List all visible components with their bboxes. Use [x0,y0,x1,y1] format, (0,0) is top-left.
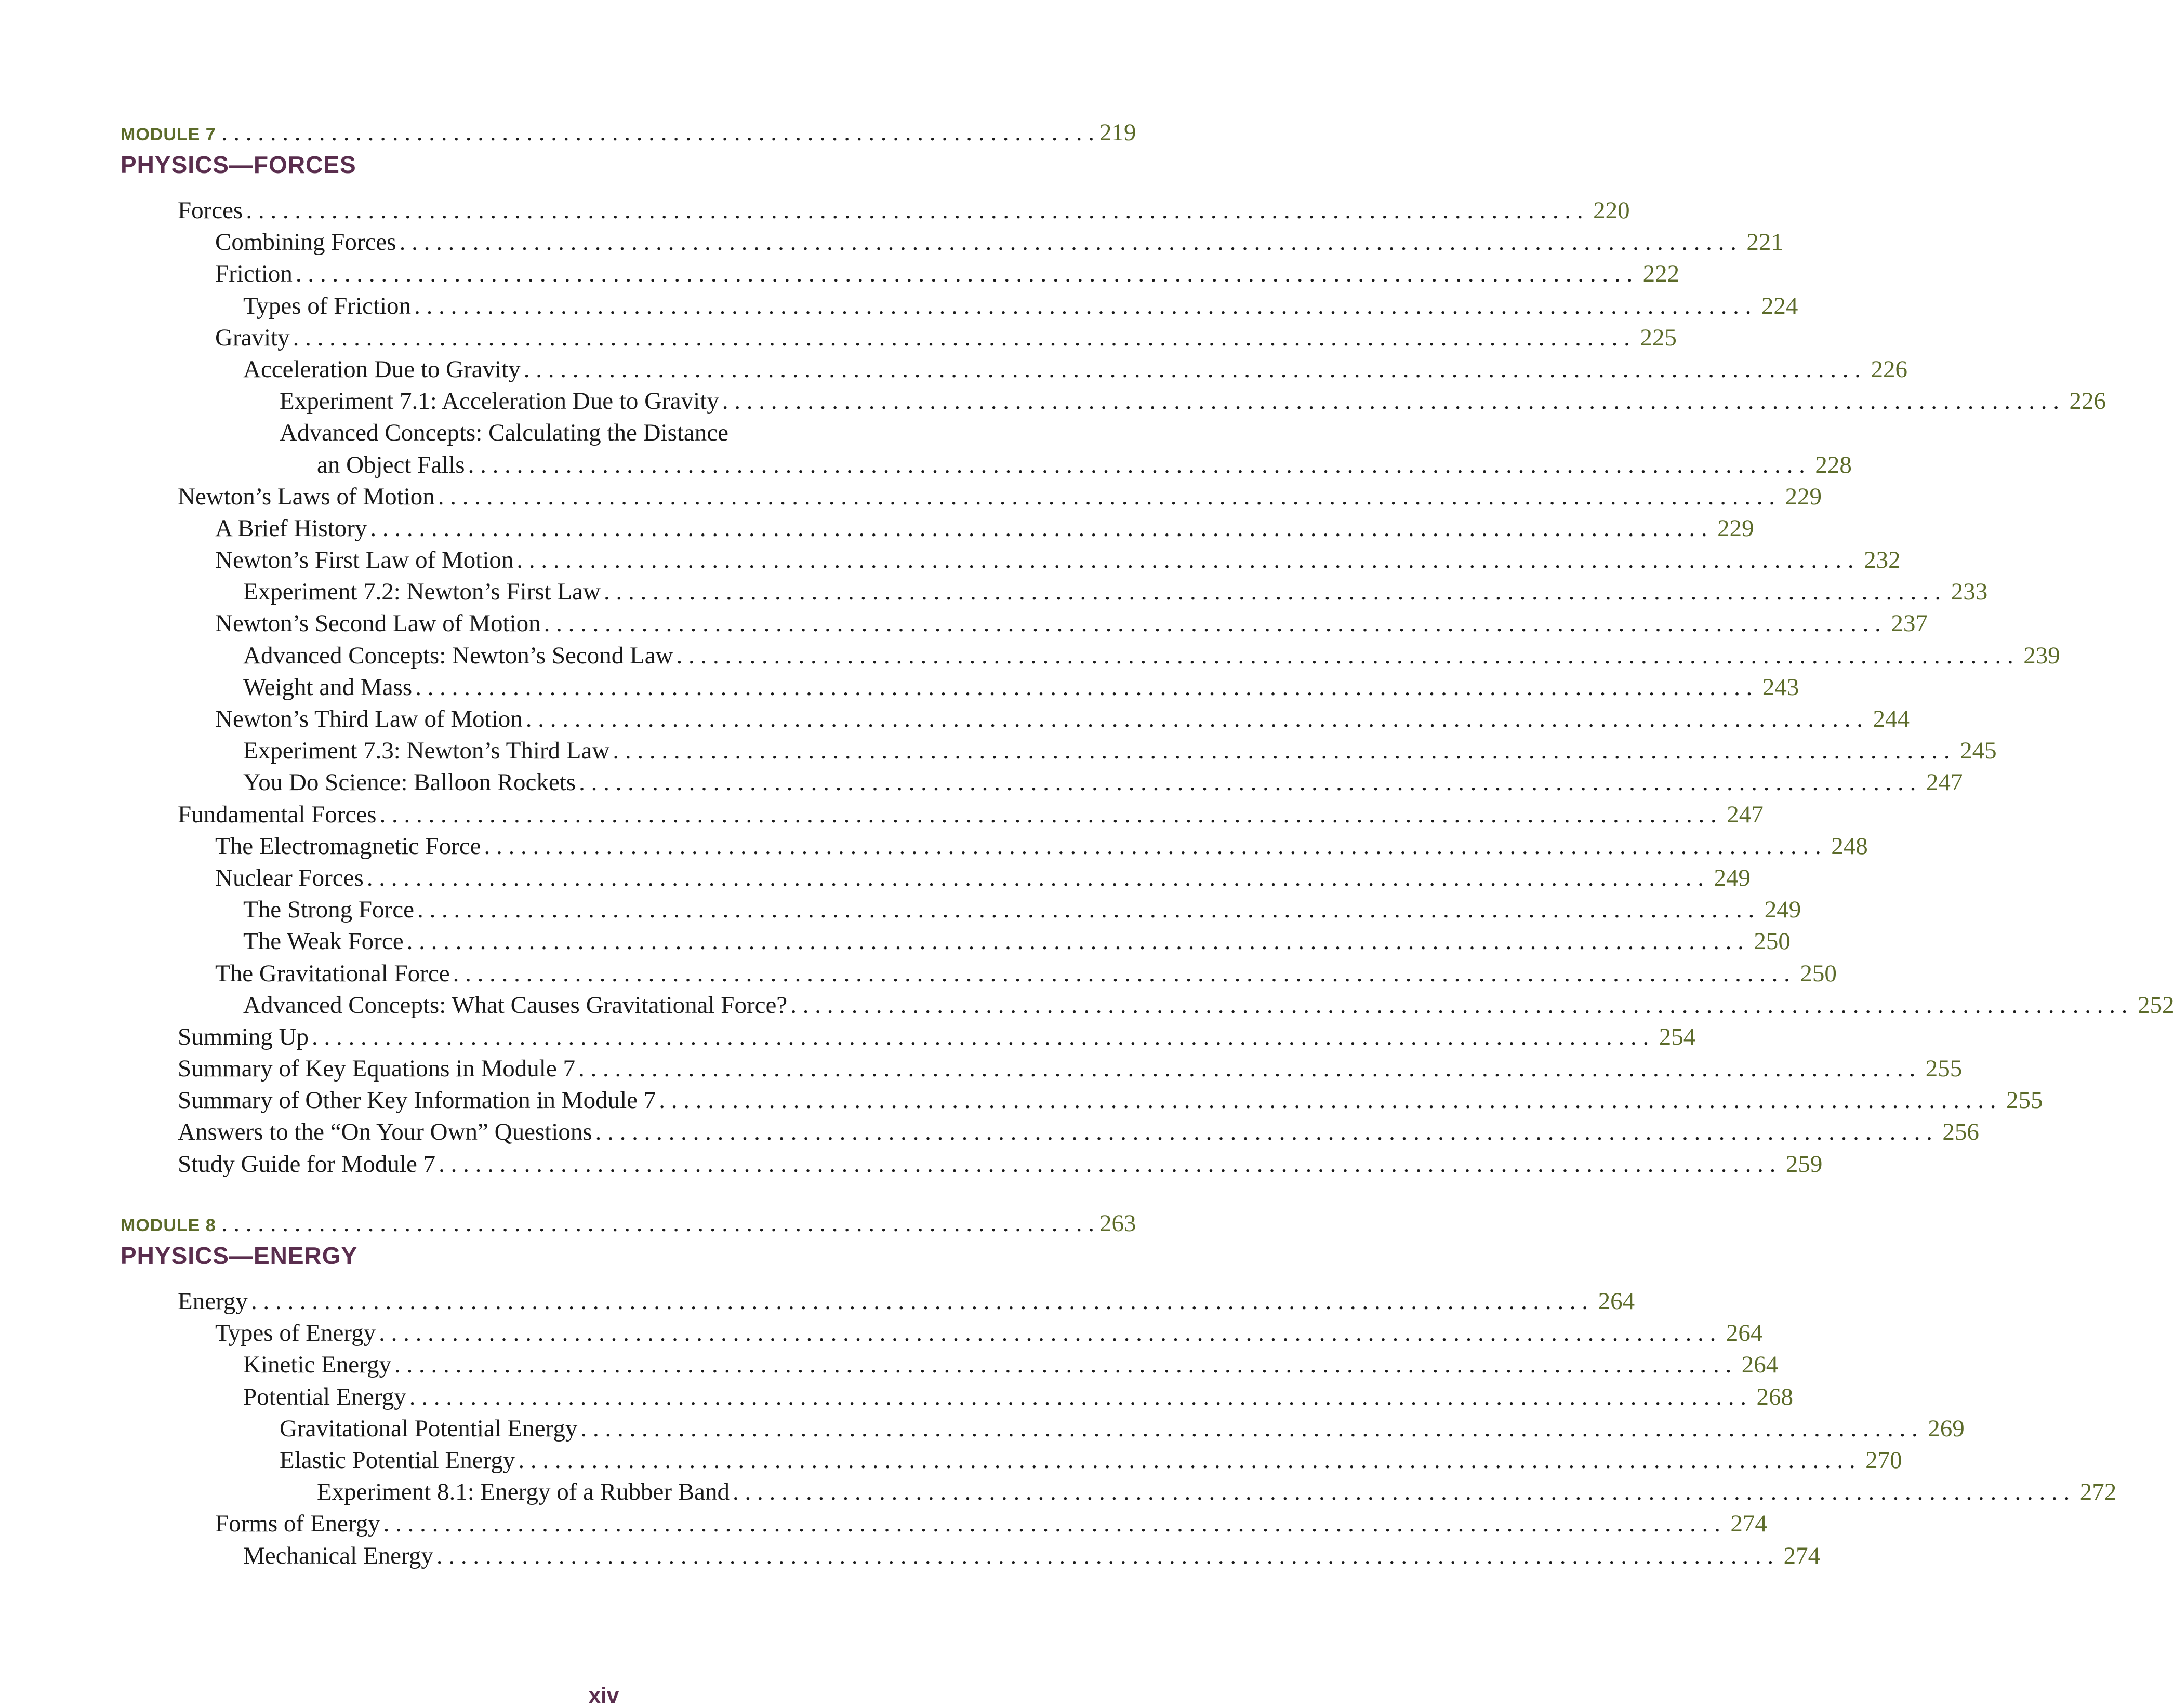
toc-entry-page-number: 226 [2069,388,2106,415]
dot-leader [613,737,1950,765]
module-7-section [121,118,2174,1182]
toc-entry-title: Newton’s Third Law of Motion [215,705,523,732]
toc-entry[interactable] [121,1478,2117,1510]
toc-entry-title: Experiment 7.3: Newton’s Third Law [243,737,610,765]
dot-leader [296,260,1633,288]
toc-entry-page-number: 237 [1891,610,1928,637]
toc-entry-title: Combining Forces [215,229,396,256]
toc-entry[interactable] [121,1446,1902,1478]
toc-entry-page-number: 225 [1640,324,1677,351]
toc-entry[interactable] [121,451,1852,483]
toc-entry-title: Weight and Mass [243,673,413,701]
toc-entry-title: Newton’s Laws of Motion [178,483,435,510]
dot-leader [468,451,1805,479]
dot-leader [604,578,1941,606]
toc-entry[interactable] [121,1319,1763,1351]
page-folio: xiv [588,1683,619,1707]
toc-entry-title: You Do Science: Balloon Rockets [243,769,576,796]
toc-entry-page-number: 269 [1928,1415,1965,1442]
toc-entry-title: The Weak Force [243,928,404,955]
dot-leader [722,387,2059,415]
toc-entries [121,196,2174,1182]
module-title: PHYSICS—ENERGY [121,1242,358,1269]
module-heading-row [121,118,1136,151]
toc-entry-title: Summary of Key Equations in Module 7 [178,1055,575,1083]
dot-leader [409,1383,1746,1411]
dot-leader [659,1086,1996,1114]
toc-entry-page-number: 272 [2079,1478,2117,1506]
toc-entry-page-number: 255 [2006,1087,2043,1114]
toc-entry-title: Friction [215,260,293,288]
module-8-section [121,1209,2117,1573]
toc-entries [121,1287,2117,1573]
toc-entry-page-number: 250 [1800,959,1837,987]
toc-entry-title: Mechanical Energy [243,1542,433,1569]
toc-entry-page-number: 248 [1831,832,1868,860]
toc-entry-page-number: 239 [2023,642,2060,669]
toc-entry-page-number: 232 [1864,546,1901,574]
toc-entry[interactable] [121,800,1764,832]
toc-entry-page-number: 229 [1717,514,1754,542]
dot-leader [251,1287,1588,1315]
module-page-number: 263 [1099,1210,1136,1237]
dot-leader [526,705,1863,733]
toc-entry-title: Forms of Energy [215,1510,380,1538]
toc-entry-page-number: 256 [1942,1118,1979,1146]
dot-leader [394,1351,1731,1379]
toc-entry[interactable] [121,1023,1696,1055]
toc-entry[interactable] [121,1150,1823,1182]
toc-entry-page-number: 220 [1593,197,1630,224]
toc-entry-page-number: 264 [1726,1319,1763,1347]
toc-entry-title: Summing Up [178,1023,309,1050]
dot-leader [415,673,1752,701]
dot-leader [579,768,1916,796]
dot-leader [516,546,1853,574]
toc-entry-page-number: 249 [1714,864,1751,891]
toc-entry[interactable] [121,196,1630,228]
module-label: MODULE 7 [121,125,216,144]
toc-entry[interactable] [121,991,2174,1023]
toc-entry-title: Summary of Other Key Information in Module 7 [178,1087,656,1114]
toc-entry[interactable] [121,705,1910,737]
toc-entry[interactable] [121,959,1837,991]
toc-entry[interactable] [121,387,2106,419]
toc-entry-title: an Object Falls [317,451,465,478]
toc-entry-page-number: 222 [1642,260,1680,288]
dot-leader [578,1055,1915,1083]
toc-entry-page-number: 252 [2137,991,2174,1019]
toc-entry-title: Elastic Potential Energy [280,1446,515,1474]
toc-entry-title: Potential Energy [243,1383,406,1410]
toc-entry[interactable] [121,546,1901,578]
dot-leader: . . . . . . . . . . . . . . . . . . . . . . . . . . . . . . . . . . . . . . . . . . . . . . . . . . . . . . . . . . . . . . . . . . . . . . . . [221,1210,1094,1237]
toc-entry[interactable] [121,228,1783,260]
dot-leader [383,1510,1720,1538]
module-heading-row [121,1209,1136,1242]
toc-entry-title: A Brief History [215,514,367,542]
toc-entry[interactable] [121,1510,1767,1541]
dot-leader [595,1118,1932,1146]
toc-entry-title: Experiment 7.2: Newton’s First Law [243,578,601,606]
toc-entry-title: The Gravitational Force [215,959,450,987]
dot-leader [733,1478,2070,1506]
toc-entry-page-number: 255 [1925,1055,1963,1083]
toc-entry[interactable] [121,1383,1793,1415]
dot-leader: . . . . . . . . . . . . . . . . . . . . . . . . . . . . . . . . . . . . . . . . . . . . . . . . . . . . . . . . . . . . . . . . . . . . . . . . [221,119,1094,146]
dot-leader [400,228,1736,256]
toc-entry[interactable] [121,1086,2043,1118]
dot-leader [677,642,2013,670]
dot-leader [293,324,1630,352]
dot-leader [580,1415,1917,1443]
toc-entry[interactable] [121,324,1677,355]
toc-entry-title: Gravity [215,324,290,351]
toc-entry[interactable] [121,768,1963,800]
dot-leader [367,864,1704,892]
toc-entry[interactable] [121,260,1680,291]
toc-entry[interactable] [121,864,1751,896]
toc-entry-title: Acceleration Due to Gravity [243,355,521,383]
toc-entry-title: Kinetic Energy [243,1351,391,1379]
toc-entry[interactable] [121,737,1997,768]
toc-entry-title: Newton’s First Law of Motion [215,546,514,574]
toc-entry-page-number: 268 [1756,1383,1793,1410]
toc-entry[interactable] [121,927,1791,959]
module-title: PHYSICS—FORCES [121,151,356,178]
toc-entry-title: Types of Friction [243,292,412,319]
toc-entry-title: Experiment 7.1: Acceleration Due to Gravity [280,388,719,415]
toc-entry-title: Answers to the “On Your Own” Questions [178,1118,592,1146]
toc-entry-title: Gravitational Potential Energy [280,1415,578,1442]
toc-entry[interactable] [121,832,1868,864]
dot-leader [524,355,1861,383]
module-label: MODULE 8 [121,1216,216,1235]
toc-entry[interactable] [121,1287,1635,1319]
toc-entry-title: Nuclear Forces [215,864,364,891]
dot-leader [370,514,1707,542]
toc-entry-page-number: 270 [1865,1446,1902,1474]
toc-entry[interactable] [121,1055,1963,1086]
toc-entry[interactable] [121,609,1928,641]
toc-entry[interactable] [121,419,919,450]
module-page-number: 219 [1099,119,1136,146]
toc-entry-page-number: 228 [1815,451,1852,478]
toc-entry-title: Newton’s Second Law of Motion [215,610,541,637]
toc-entry-title: Types of Energy [215,1319,376,1347]
toc-entry-page-number: 226 [1871,355,1908,383]
dot-leader [379,800,1716,829]
toc-entry-title: The Strong Force [243,896,414,924]
toc-entry-page-number: 254 [1659,1023,1696,1050]
dot-leader [312,1023,1649,1051]
toc-entry-page-number: 229 [1785,483,1822,510]
toc-entry[interactable] [121,673,1799,705]
toc-entry[interactable] [121,642,2060,673]
toc-entry[interactable] [121,1351,1779,1382]
toc-entry-page-number: 264 [1598,1288,1635,1315]
dot-leader [438,483,1775,511]
toc-entry-page-number: 250 [1754,928,1791,955]
toc-entry[interactable] [121,1118,1979,1150]
dot-leader [436,1542,1773,1570]
toc-entry-page-number: 249 [1764,896,1801,924]
toc-entry-title: Forces [178,197,243,224]
toc-entry-page-number: 264 [1741,1351,1779,1379]
toc-entry[interactable] [121,514,1754,546]
toc-entry[interactable] [121,1542,1821,1573]
toc-entry[interactable] [121,292,1798,324]
dot-leader [544,609,1881,637]
dot-leader [518,1446,1855,1474]
toc-entry-page-number: 244 [1873,705,1910,732]
dot-leader [246,196,1583,224]
toc-entry-page-number: 221 [1746,229,1783,256]
dot-leader [453,959,1790,988]
toc-entry-title: Energy [178,1288,248,1315]
toc-entry-title: Advanced Concepts: What Causes Gravitational Force? [243,991,788,1019]
toc-entry-title: Fundamental Forces [178,800,377,828]
toc-entry-title: Experiment 8.1: Energy of a Rubber Band [317,1478,730,1506]
toc-entry-page-number: 245 [1960,737,1997,765]
dot-leader [379,1319,1716,1347]
toc-entry[interactable] [121,578,1988,609]
toc-entry-page-number: 243 [1762,673,1799,701]
toc-entry-title: Advanced Concepts: Newton’s Second Law [243,642,673,669]
toc-entry-title: Advanced Concepts: Calculating the Distance [280,419,729,447]
dot-leader [407,927,1744,955]
toc-entry-page-number: 224 [1761,292,1798,319]
toc-entry-page-number: 247 [1926,769,1963,796]
toc-entry[interactable] [121,483,1822,514]
toc-entry-page-number: 259 [1785,1150,1823,1178]
toc-entry-page-number: 274 [1730,1510,1767,1538]
dot-leader [439,1150,1775,1178]
dot-leader [484,832,1821,860]
toc-entry-title: Study Guide for Module 7 [178,1150,436,1178]
toc-entry[interactable] [121,896,1801,927]
toc-entry[interactable] [121,1415,1965,1446]
toc-entry-page-number: 233 [1951,578,1988,606]
toc-entry[interactable] [121,355,1908,387]
dot-leader [790,991,2127,1019]
toc-entry-page-number: 274 [1783,1542,1821,1569]
toc-entry-title: The Electromagnetic Force [215,832,481,860]
dot-leader [417,896,1754,924]
dot-leader [414,292,1751,320]
toc-entry-page-number: 247 [1727,800,1764,828]
